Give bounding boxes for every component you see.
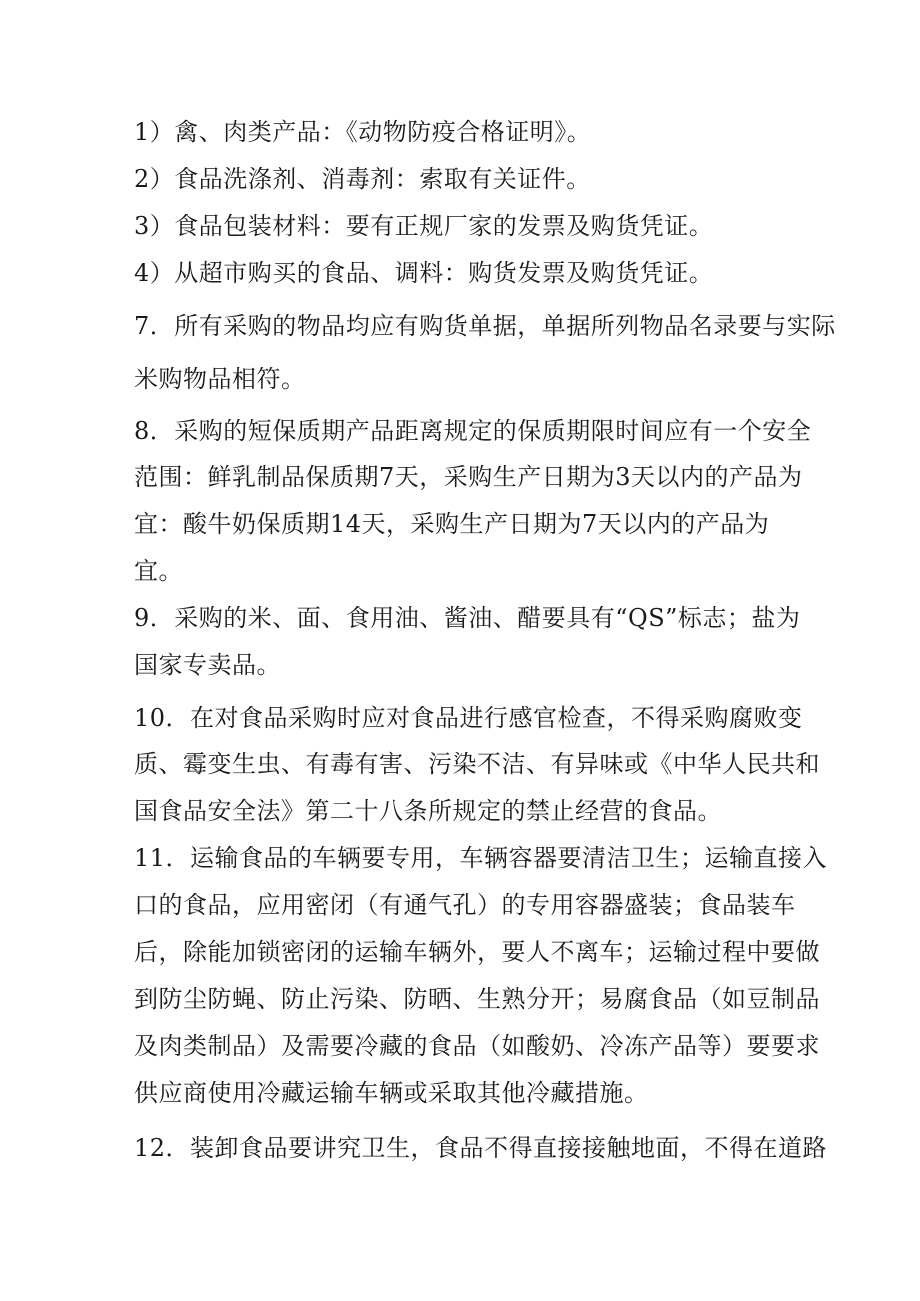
text-line: 国家专卖品。 <box>134 651 281 679</box>
text-line: 3）食品包装材料：要有正规厂家的发票及购货凭证。 <box>134 212 714 240</box>
text-line: 12．装卸食品要讲究卫生，食品不得直接接触地面，不得在道路 <box>134 1134 828 1162</box>
text-line: 1）禽、肉类产品：《动物防疫合格证明》。 <box>134 118 592 146</box>
text-line: 7．所有采购的物品均应有购货单据，单据所列物品名录要与实际 <box>134 312 836 340</box>
text-line: 米购物品相符。 <box>134 365 306 393</box>
text-line: 口的食品，应用密闭（有通气孔）的专用容器盛装；食品装车 <box>134 891 796 919</box>
text-line: 到防尘防蝇、防止污染、防晒、生熟分开；易腐食品（如豆制品 <box>134 985 820 1013</box>
text-line: 宜。 <box>134 557 183 585</box>
text-line: 后，除能加锁密闭的运输车辆外，要人不离车；运输过程中要做 <box>134 938 820 966</box>
text-line: 质、霉变生虫、有毒有害、污染不洁、有异味或《中华人民共和 <box>134 750 820 778</box>
text-line: 4）从超市购买的食品、调料：购货发票及购货凭证。 <box>134 259 714 287</box>
text-line: 11．运输食品的车辆要专用，车辆容器要清洁卫生；运输直接入 <box>134 844 828 872</box>
text-line: 供应商使用冷藏运输车辆或采取其他冷藏措施。 <box>134 1079 649 1107</box>
text-line: 范围：鲜乳制品保质期7天，采购生产日期为3天以内的产品为 <box>134 463 803 491</box>
text-line: 宜：酸牛奶保质期14天，采购生产日期为7天以内的产品为 <box>134 510 770 538</box>
text-line: 国食品安全法》第二十八条所规定的禁止经营的食品。 <box>134 797 722 825</box>
text-line: 10．在对食品采购时应对食品进行感官检查，不得采购腐败变 <box>134 704 803 732</box>
text-line: 8．采购的短保质期产品距离规定的保质期限时间应有一个安全 <box>134 417 812 445</box>
text-line: 及肉类制品）及需要冷藏的食品（如酸奶、冷冻产品等）要要求 <box>134 1032 820 1060</box>
text-line: 2）食品洗涤剂、消毒剂：索取有关证件。 <box>134 165 591 193</box>
text-line: 9．采购的米、面、食用油、酱油、醋要具有“QS”标志；盐为 <box>134 604 801 632</box>
